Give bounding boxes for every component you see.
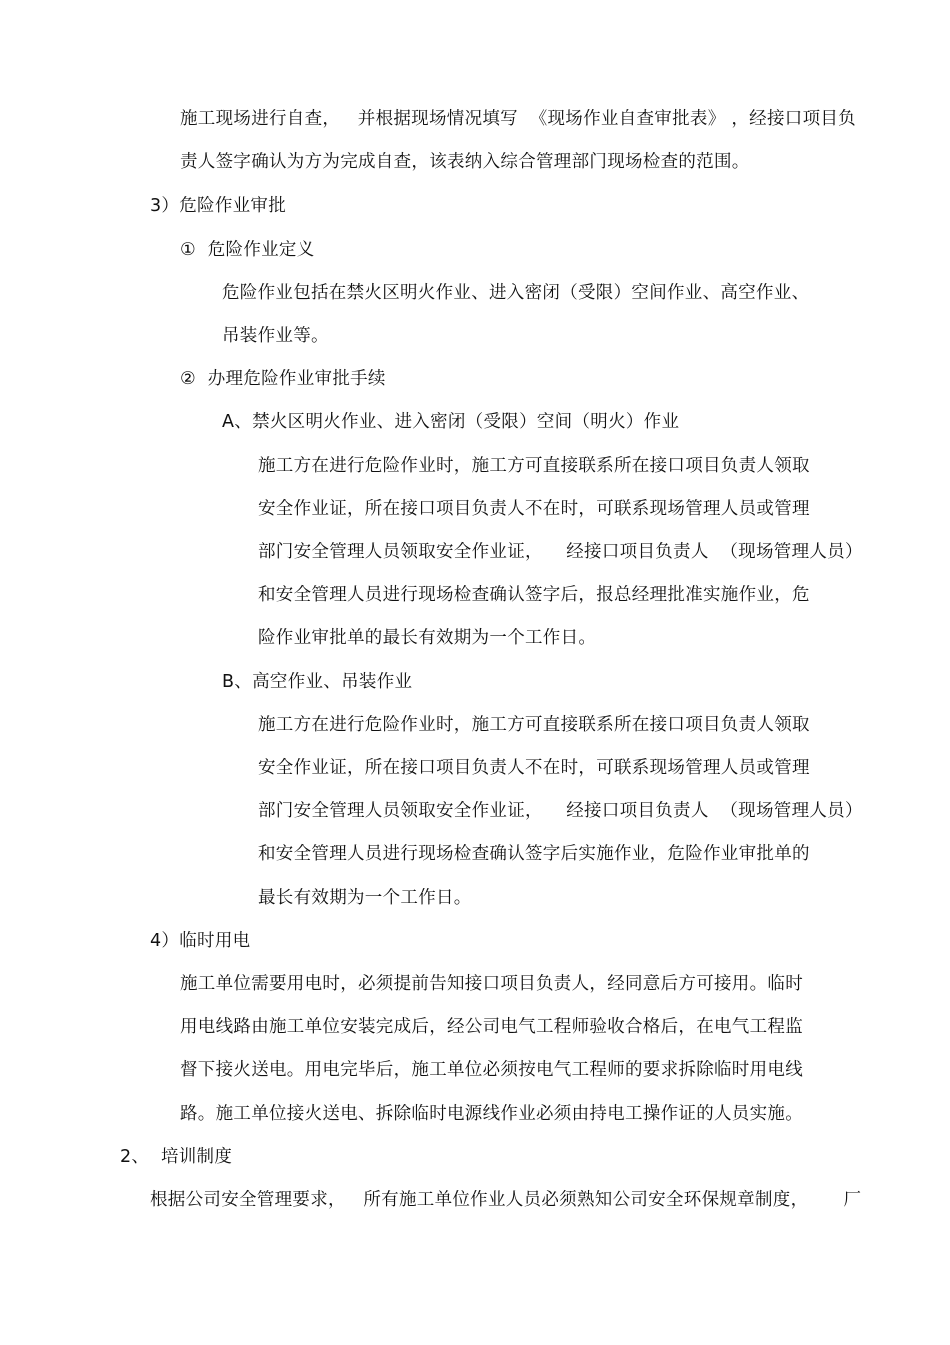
chapter-heading: 2、 培训制度 [120,1147,233,1167]
subsection-heading: ② 办理危险作业审批手续 [180,369,386,389]
paragraph-line: 施工方在进行危险作业时，施工方可直接联系所在接口项目负责人领取 [258,715,810,735]
paragraph-line: 和安全管理人员进行现场检查确认签字后，报总经理批准实施作业，危 [258,585,810,605]
paragraph-line: 部门安全管理人员领取安全作业证， 经接口项目负责人 （现场管理人员） [258,801,863,821]
paragraph-line: 吊装作业等。 [222,326,329,346]
section-heading: 4）临时用电 [150,931,251,951]
paragraph-line: 根据公司安全管理要求， 所有施工单位作业人员必须熟知公司安全环保规章制度， 厂 [150,1190,862,1210]
paragraph-line: 和安全管理人员进行现场检查确认签字后实施作业，危险作业审批单的 [258,844,810,864]
paragraph-line: 督下接火送电。用电完毕后，施工单位必须按电气工程师的要求拆除临时用电线 [180,1060,803,1080]
paragraph-line: 安全作业证，所在接口项目负责人不在时，可联系现场管理人员或管理 [258,499,810,519]
paragraph-line: 最长有效期为一个工作日。 [258,888,472,908]
paragraph-line: 施工单位需要用电时，必须提前告知接口项目负责人，经同意后方可接用。临时 [180,974,803,994]
paragraph-line: 危险作业包括在禁火区明火作业、进入密闭（受限）空间作业、高空作业、 [222,283,810,303]
paragraph-line: 部门安全管理人员领取安全作业证， 经接口项目负责人 （现场管理人员） [258,542,863,562]
subsection-heading: ① 危险作业定义 [180,240,315,260]
paragraph-line: 施工现场进行自查， 并根据现场情况填写 《现场作业自查审批表》 ，经接口项目负 [180,109,856,129]
item-heading: B、高空作业、吊装作业 [222,672,413,692]
paragraph-line: 险作业审批单的最长有效期为一个工作日。 [258,628,597,648]
paragraph-line: 路。施工单位接火送电、拆除临时电源线作业必须由持电工操作证的人员实施。 [180,1104,803,1124]
paragraph-line: 施工方在进行危险作业时，施工方可直接联系所在接口项目负责人领取 [258,456,810,476]
paragraph-line: 用电线路由施工单位安装完成后，经公司电气工程师验收合格后，在电气工程监 [180,1017,803,1037]
paragraph-line: 安全作业证，所在接口项目负责人不在时，可联系现场管理人员或管理 [258,758,810,778]
item-heading: A、禁火区明火作业、进入密闭（受限）空间（明火）作业 [222,412,680,432]
paragraph-line: 责人签字确认为方为完成自查，该表纳入综合管理部门现场检查的范围。 [180,152,750,172]
section-heading: 3）危险作业审批 [150,196,287,216]
